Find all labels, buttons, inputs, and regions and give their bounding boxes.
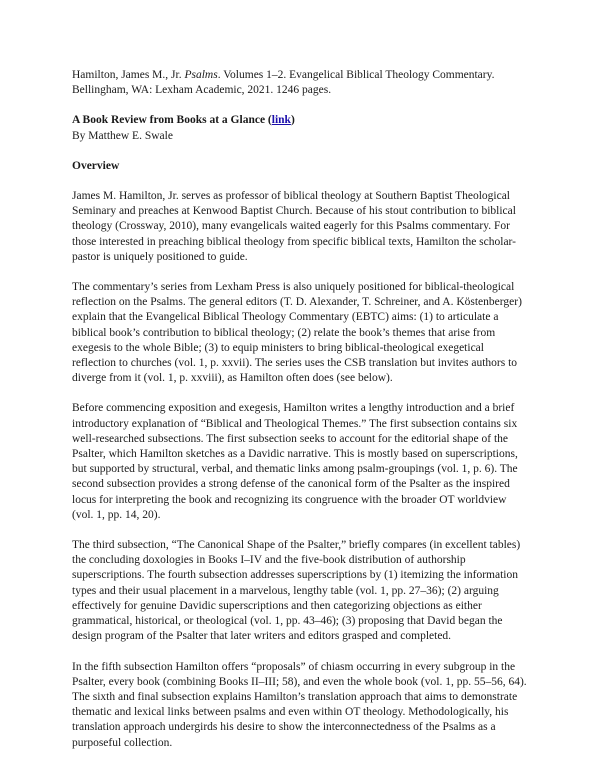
section-heading-overview: Overview [72,159,120,172]
citation-details: . Volumes 1–2. Evangelical Biblical Theology Commentary. Bellingham, WA: Lexham Academic, 2021. 1246 pages. [72,69,495,97]
review-title-text: A Book Review from Books at a Glance ( [72,114,272,127]
paragraph-4: The third subsection, “The Canonical Shape of the Psalter,” briefly compares (in excellent tables) the concluding doxologies in Books I–IV and the five-book distribution of authorship superscriptions. The fourth subsection addresses superscriptions by (1) itemizing the information types and their usual placement in a marvelous, lengthy table (vol. 1, pp. 27–36); (2) arguing effectively for genuine Davidic superscriptions and then categorizing objections as either grammatical, historical, or theological (vol. 1, pp. 43–46); (3) proposing that David began the design program of the Psalter that later writers and editors grasped and completed. [72,539,521,643]
byline: By Matthew E. Swale [72,129,173,142]
paragraph-1: James M. Hamilton, Jr. serves as professor of biblical theology at Southern Baptist Theological Seminary and preaches at Kenwood Baptist Church. Because of his stout contribution to biblical theology (Crossway, 2010), many evangelicals waited eagerly for this Psalms commentary. For those interested in preaching biblical theology from specific biblical texts, Hamilton the scholar-pastor is uniquely positioned to guide. [72,190,516,263]
book-citation [72,68,528,98]
citation-author: Hamilton, James M., Jr. [72,69,185,81]
review-title [72,113,528,128]
review-link[interactable]: link [271,114,291,127]
review-title-close: ) [290,114,295,127]
paragraph-5: In the fifth subsection Hamilton offers “proposals” of chiasm occurring in every subgroup in the Psalter, every book (combining Books II–III; 58), and even the whole book (vol. 1, pp. 55–56, 64). The sixth and final subsection explains Hamilton’s translation approach that aims to demonstrate thematic and lexical links between psalms and even within OT theology. Methodologically, his translation approach undergirds his desire to show the interconnectedness of the Psalms as a purposeful collection. [72,660,527,749]
paragraph-3: Before commencing exposition and exegesis, Hamilton writes a lengthy introduction and a brief introductory explanation of “Biblical and Theological Themes.” The first subsection contains six well-researched subsections. The first subsection seeks to account for the editorial shape of the Psalter, which Hamilton sketches as a Davidic narrative. This is mostly based on superscriptions, but supported by structural, verbal, and thematic links among psalm-groupings (vol. 1, p. 6). The second subsection provides a strong defense of the canonical form of the Psalter as the inspired locus for interpreting the book and recognizing its congruence with the broader OT worldview (vol. 1, pp. 14, 20). [72,402,518,521]
citation-book-title: Psalms [184,69,218,81]
paragraph-2: The commentary’s series from Lexham Press is also uniquely positioned for biblical-theological reflection on the Psalms. The general editors (T. D. Alexander, T. Schreiner, and A. Köstenberger) explain that the Evangelical Biblical Theology Commentary (EBTC) aims: (1) to articulate a biblical book’s contribution to biblical theology; (2) relate the book’s themes that arise from exegesis to the whole Bible; (3) to equip ministers to bring biblical-theological exegetical reflection to churches (vol. 1, p. xxvii). The series uses the CSB translation but invites authors to diverge from it (vol. 1, p. xxviii), as Hamilton often does (see below). [72,281,522,385]
